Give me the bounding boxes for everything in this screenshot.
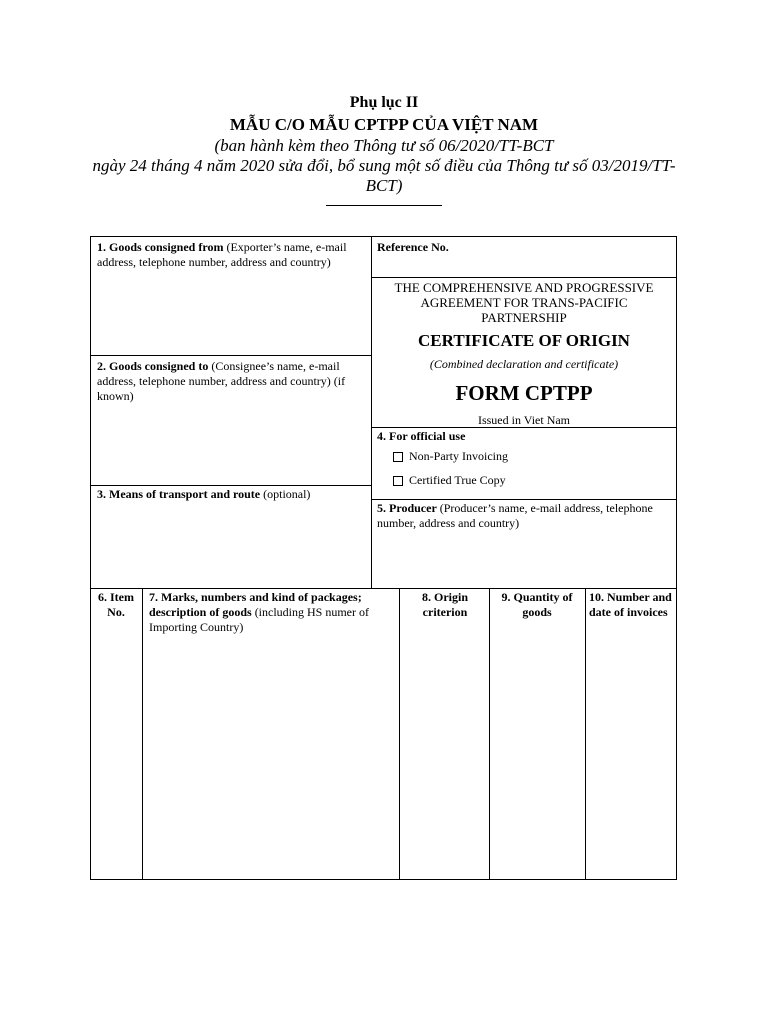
box3-desc: (optional) <box>263 487 311 501</box>
col-item-no-label: 6. Item No. <box>98 590 134 619</box>
divider-box1-box2 <box>91 355 371 356</box>
box2-desc: (Consignee’s name, e-mail address, telephone number, address and country) (if known) <box>97 359 346 403</box>
header-divider <box>326 205 442 206</box>
box2-label: 2. Goods consigned to <box>97 359 209 373</box>
box5-desc: (Producer’s name, e-mail address, telephone number, address and country) <box>377 501 653 530</box>
divider-table <box>91 588 677 589</box>
box1-desc: (Exporter’s name, e-mail address, telephone number, address and country) <box>97 240 347 269</box>
reference-number <box>377 240 673 255</box>
col-marks <box>149 590 395 635</box>
box5-label: 5. Producer <box>377 501 437 515</box>
col-divider-2 <box>399 588 400 880</box>
agreement-name: THE COMPREHENSIVE AND PROGRESSIVE AGREEMENT FOR TRANS-PACIFIC PARTNERSHIP <box>394 280 654 325</box>
checkbox-certified-true-copy[interactable] <box>393 476 403 486</box>
form-name: FORM CPTPP <box>455 381 593 405</box>
upper-divider <box>371 237 372 588</box>
box3-label: 3. Means of transport and route <box>97 487 261 501</box>
col-quantity-label: 9. Quantity of goods <box>501 590 573 619</box>
divider-reference <box>371 277 677 278</box>
box4-label: 4. For official use <box>377 429 466 443</box>
subtitle-line-1: (ban hành kèm theo Thông tư số 06/2020/TT-BCT <box>214 136 554 155</box>
checkbox-non-party-invoicing[interactable] <box>393 452 403 462</box>
col-item-no <box>92 590 140 620</box>
col-divider-3 <box>489 588 490 880</box>
appendix-heading: Phụ lục II <box>349 94 419 111</box>
col-divider-1 <box>142 588 143 880</box>
certificate-form <box>90 236 677 880</box>
divider-official-use <box>371 499 677 500</box>
col-divider-4 <box>585 588 586 880</box>
col-invoices-label: 10. Number and date of invoices <box>589 590 672 619</box>
reference-label: Reference No. <box>377 240 449 254</box>
col-invoices <box>589 590 673 620</box>
col-origin <box>403 590 487 620</box>
box5-producer <box>377 501 673 531</box>
box4-official-use <box>377 429 673 444</box>
certificate-subtitle: (Combined declaration and certificate) <box>429 357 619 371</box>
issued-in: Issued in Viet Nam <box>477 413 571 427</box>
col-origin-label: 8. Origin criterion <box>421 590 468 619</box>
box3-transport <box>97 487 367 502</box>
divider-box2-box3 <box>91 485 371 486</box>
option-label: Non-Party Invoicing <box>409 449 508 463</box>
option-non-party-invoicing[interactable] <box>393 449 508 464</box>
box1-label: 1. Goods consigned from <box>97 240 224 254</box>
box1-consignor <box>97 240 367 270</box>
col-marks-desc: (including HS numer of Importing Country) <box>149 605 370 634</box>
document-title: MẪU C/O MẪU CPTPP CỦA VIỆT NAM <box>229 115 539 134</box>
box2-consignee <box>97 359 367 404</box>
subtitle-line-2: ngày 24 tháng 4 năm 2020 sửa đổi, bổ sung một số điều của Thông tư số 03/2019/TT-BCT) <box>92 156 676 195</box>
col-marks-label: 7. Marks, numbers and kind of packages; description of goods <box>149 590 362 619</box>
col-quantity <box>493 590 581 620</box>
option-certified-true-copy[interactable] <box>393 473 506 488</box>
option-label: Certified True Copy <box>409 473 506 487</box>
certificate-title: CERTIFICATE OF ORIGIN <box>418 331 630 350</box>
